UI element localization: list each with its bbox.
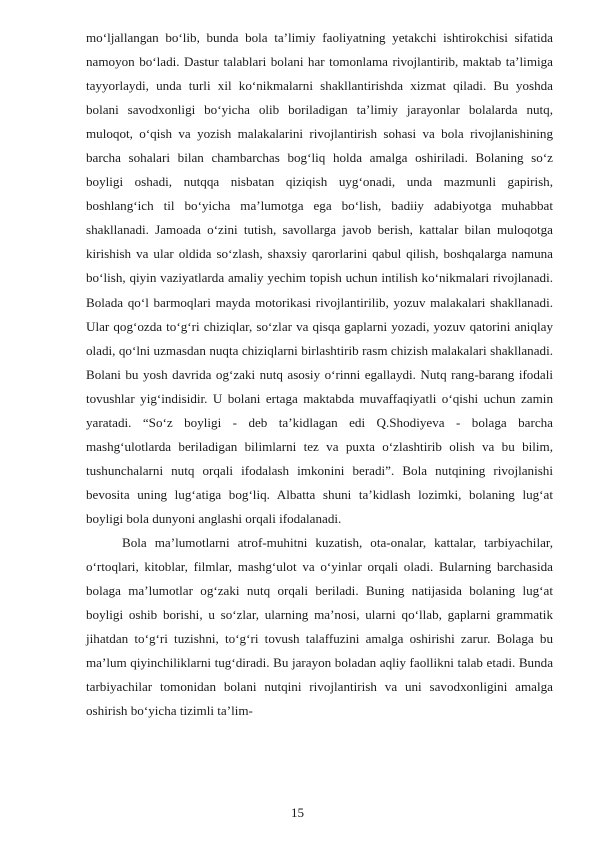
- document-body: [86, 26, 553, 723]
- paragraph-1: moʻljallangan boʻlib, bunda bola taʼlimiy faoliyatning yetakchi ishtirokchisi sifatida namoyon boʻladi. Dastur talablari bolani har tomonlama rivojlantirib, maktab taʼlimiga tayyorlaydi, unda turli xil koʻnikmalarni shakllantirishda xizmat qiladi. Bu yoshda bolani savodxonligi boʻyicha olib boriladigan taʼlimiy jarayonlar bolalarda nutq, muloqot, oʻqish va yozish malakalarini rivojlantirish sohasi va bola rivojlanishining barcha sohalari bilan chambarchas bogʻliq holda amalga oshiriladi. Bolaning soʻz boyligi oshadi, nutqqa nisbatan qiziqish uygʻonadi, unda mazmunli gapirish, boshlangʻich til boʻyicha maʼlumotga ega boʻlish, badiiy adabiyotga muhabbat shakllanadi. Jamoada oʻzini tutish, savollarga javob berish, kattalar bilan muloqotga kirishish va ular oldida soʻzlash, shaxsiy qarorlarini qabul qilish, boshqalarga namuna boʻlish, qiyin vaziyatlarda amaliy yechim topish uchun intilish koʻnikmalari rivojlanadi. Bolada qoʻl barmoqlari mayda motorikasi rivojlantirilib, yozuv malakalari shakllanadi. Ular qogʻozda toʻgʻri chiziqlar, soʻzlar va qisqa gaplarni yozadi, yozuv qatorini aniqlay oladi, qoʻlni uzmasdan nuqta chiziqlarni birlashtirib rasm chizish malakalari shakllanadi. Bolani bu yosh davrida ogʻzaki nutq asosiy oʻrinni egallaydi. Nutq rang-barang ifodali tovushlar yigʻindisidir. U bolani ertaga maktabda muvaffaqiyatli oʻqishi uchun zamin yaratadi. “Soʻz boyligi - deb taʼkidlagan edi Q.Shodiyeva - bolaga barcha mashgʻulotlarda beriladigan bilimlarni tez va puxta oʻzlashtirib olish va bu bilim, tushunchalarni nutq orqali ifodalash imkonini beradi”. Bola nutqining rivojlanishi bevosita uning lugʻatiga bogʻliq. Albatta shuni taʼkidlash lozimki, bolaning lugʻat boyligi bola dunyoni anglashi orqali ifodalanadi.: [86, 30, 553, 526]
- paragraph-2: Bola maʼlumotlarni atrof-muhitni kuzatish, ota-onalar, kattalar, tarbiyachilar, oʻrtoqlari, kitoblar, filmlar, mashgʻulot va oʻyinlar orqali oladi. Bularning barchasida bolaga maʼlumotlar ogʻzaki nutq orqali beriladi. Buning natijasida bolaning lugʻat boyligi oshib borishi, u soʻzlar, ularning maʼnosi, ularni qoʻllab, gaplarni grammatik jihatdan toʻgʻri tuzishni, toʻgʻri tovush talaffuzini amalga oshirishi zarur. Bolaga bu maʼlum qiyinchiliklarni tugʻdiradi. Bu jarayon boladan aqliy faollikni talab etadi. Bunda tarbiyachilar tomonidan bolani nutqini rivojlantirish va uni savodxonligini amalga oshirish boʻyicha tizimli taʼlim-: [86, 534, 553, 719]
- page-number: 15: [290, 805, 305, 820]
